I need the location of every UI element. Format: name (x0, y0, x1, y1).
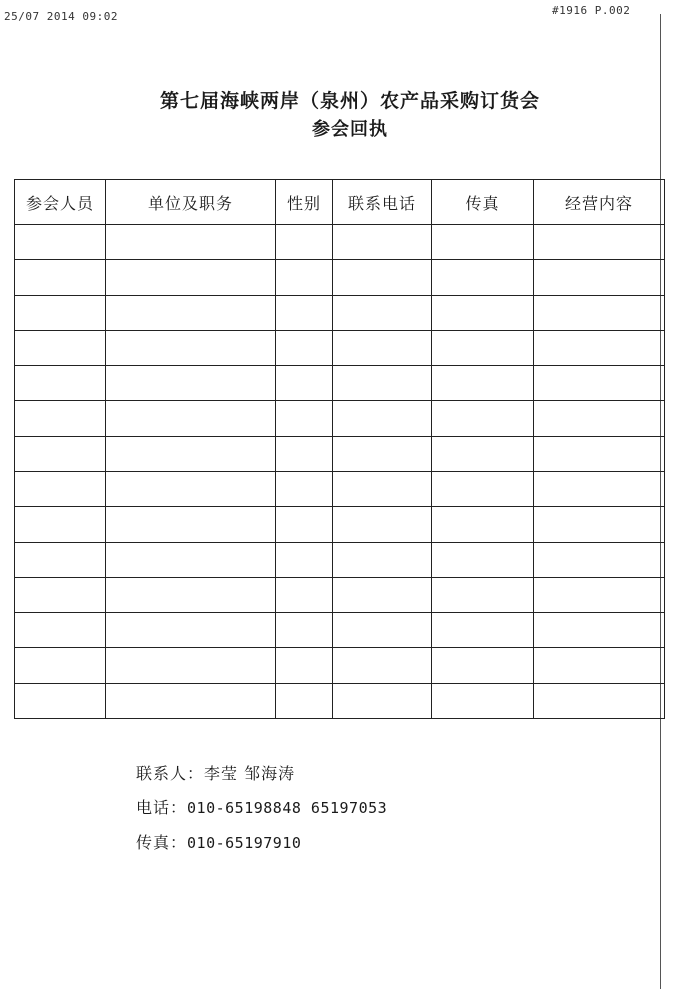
table-cell (432, 225, 534, 260)
table-cell (15, 507, 106, 542)
table-cell (534, 436, 665, 471)
table-row (15, 330, 665, 365)
table-cell (106, 260, 276, 295)
table-cell (106, 225, 276, 260)
table-cell (333, 260, 432, 295)
table-cell (276, 436, 333, 471)
document-title: 第七届海峡两岸（泉州）农产品采购订货会 (159, 90, 540, 112)
table-cell (276, 542, 333, 577)
table-cell (276, 330, 333, 365)
table-body (15, 225, 665, 719)
table-cell (276, 471, 333, 506)
table-cell (276, 683, 333, 718)
table-cell (333, 507, 432, 542)
table-cell (15, 401, 106, 436)
table-cell (534, 507, 665, 542)
table-cell (15, 471, 106, 506)
table-cell (432, 366, 534, 401)
table-row (15, 295, 665, 330)
table-cell (534, 295, 665, 330)
contact-person-value: 李莹 邹海涛 (204, 764, 296, 783)
table-cell (534, 471, 665, 506)
table-cell (15, 613, 106, 648)
table-row (15, 613, 665, 648)
table-cell (333, 401, 432, 436)
table-cell (534, 366, 665, 401)
table-cell (534, 330, 665, 365)
table-cell (15, 648, 106, 683)
table-cell (534, 542, 665, 577)
table-cell (106, 542, 276, 577)
table-cell (333, 330, 432, 365)
table-header-row (15, 180, 665, 225)
table-row (15, 507, 665, 542)
table-cell (276, 366, 333, 401)
header-company-position: 单位及职务 (106, 180, 276, 225)
table-cell (276, 225, 333, 260)
table-cell (276, 648, 333, 683)
fax-datetime: 25/07 2014 09:02 (4, 10, 118, 23)
contact-person-line (136, 761, 295, 784)
table-cell (432, 577, 534, 612)
table-row (15, 401, 665, 436)
contact-fax-label: 传真： (136, 833, 188, 852)
table-cell (534, 260, 665, 295)
table-cell (333, 542, 432, 577)
table-cell (106, 683, 276, 718)
table-cell (106, 613, 276, 648)
contact-phone-value: 010-65198848 65197053 (187, 799, 388, 817)
table-row (15, 542, 665, 577)
table-cell (432, 260, 534, 295)
table-cell (106, 401, 276, 436)
table-cell (534, 577, 665, 612)
table-cell (534, 401, 665, 436)
table-cell (534, 683, 665, 718)
contact-phone-label: 电话： (136, 798, 188, 817)
table-cell (333, 683, 432, 718)
table-cell (333, 436, 432, 471)
table-cell (15, 330, 106, 365)
table-cell (106, 648, 276, 683)
table-cell (106, 507, 276, 542)
table-cell (106, 577, 276, 612)
table-cell (106, 330, 276, 365)
table-cell (432, 401, 534, 436)
table-cell (432, 648, 534, 683)
table-cell (432, 683, 534, 718)
contact-fax-value: 010-65197910 (187, 834, 302, 852)
table-cell (534, 613, 665, 648)
table-cell (15, 225, 106, 260)
table-cell (333, 471, 432, 506)
table-row (15, 683, 665, 718)
contact-phone-line (136, 795, 387, 818)
registration-table (14, 179, 665, 719)
table-cell (276, 295, 333, 330)
table-row (15, 260, 665, 295)
table-cell (15, 366, 106, 401)
table-cell (432, 471, 534, 506)
table-cell (15, 260, 106, 295)
table-cell (432, 613, 534, 648)
table-cell (432, 507, 534, 542)
fax-page-ref: #1916 P.002 (552, 4, 631, 17)
table-row (15, 648, 665, 683)
table-cell (106, 366, 276, 401)
header-attendee: 参会人员 (15, 180, 106, 225)
table-cell (15, 295, 106, 330)
header-phone: 联系电话 (333, 180, 432, 225)
contact-fax-line (136, 830, 301, 853)
header-business-scope: 经营内容 (534, 180, 665, 225)
table-row (15, 471, 665, 506)
table-cell (276, 613, 333, 648)
table-cell (333, 648, 432, 683)
table-cell (15, 542, 106, 577)
table-cell (432, 295, 534, 330)
table-row (15, 436, 665, 471)
table-row (15, 577, 665, 612)
table-cell (15, 436, 106, 471)
table-row (15, 225, 665, 260)
table-cell (432, 436, 534, 471)
table-cell (276, 507, 333, 542)
table-cell (333, 613, 432, 648)
document-subtitle: 参会回执 (312, 119, 388, 140)
header-gender: 性别 (276, 180, 333, 225)
table-cell (333, 295, 432, 330)
table-cell (106, 471, 276, 506)
table-cell (333, 577, 432, 612)
table-cell (534, 648, 665, 683)
header-fax: 传真 (432, 180, 534, 225)
contact-person-label: 联系人： (136, 764, 205, 783)
table-cell (15, 577, 106, 612)
table-cell (106, 295, 276, 330)
table-cell (333, 225, 432, 260)
table-cell (432, 542, 534, 577)
table-cell (276, 577, 333, 612)
table-cell (534, 225, 665, 260)
table-cell (276, 260, 333, 295)
table-cell (333, 366, 432, 401)
table-cell (276, 401, 333, 436)
table-row (15, 366, 665, 401)
table-cell (432, 330, 534, 365)
table-cell (106, 436, 276, 471)
table-cell (15, 683, 106, 718)
